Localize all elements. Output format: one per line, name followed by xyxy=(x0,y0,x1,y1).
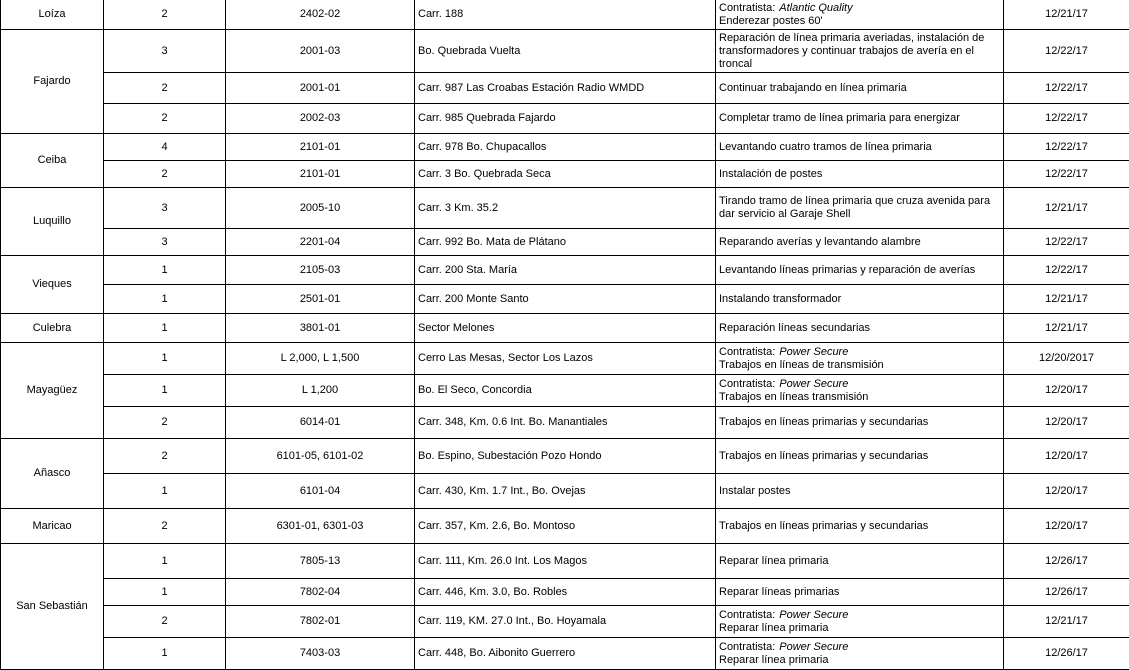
fecha-cell: 12/26/17 xyxy=(1004,579,1129,606)
brigadas-cell: 2 xyxy=(104,161,226,188)
table-row xyxy=(1,579,1129,606)
trabajo-text: Reparar línea primaria xyxy=(719,654,1000,667)
municipio-cell: Fajardo xyxy=(1,30,104,134)
table-row xyxy=(1,606,1129,638)
lugar-cell: Carr. 446, Km. 3.0, Bo. Robles xyxy=(415,579,716,606)
brigadas-cell: 1 xyxy=(104,474,226,509)
table-row xyxy=(1,509,1129,544)
brigadas-cell: 1 xyxy=(104,375,226,407)
municipio-cell: Loíza xyxy=(1,0,104,30)
fecha-cell: 12/26/17 xyxy=(1004,638,1129,670)
trabajo-cell: Trabajos en líneas primarias y secundarias xyxy=(716,509,1004,544)
table-row xyxy=(1,229,1129,256)
lugar-cell: Carr. 119, KM. 27.0 Int., Bo. Hoyamala xyxy=(415,606,716,638)
table-row xyxy=(1,474,1129,509)
circuito-cell: 2101-01 xyxy=(226,134,415,161)
municipio-cell: Añasco xyxy=(1,439,104,509)
fecha-cell: 12/22/17 xyxy=(1004,134,1129,161)
circuito-cell: 2002-03 xyxy=(226,104,415,134)
lugar-cell: Carr. 448, Bo. Aibonito Guerrero xyxy=(415,638,716,670)
trabajo-text: Enderezar postes 60' xyxy=(719,15,1000,28)
trabajo-cell xyxy=(716,638,1004,670)
trabajo-cell: Continuar trabajando en línea primaria xyxy=(716,73,1004,104)
municipio-cell: Culebra xyxy=(1,314,104,343)
circuito-cell: 2001-03 xyxy=(226,30,415,73)
lugar-cell: Carr. 978 Bo. Chupacallos xyxy=(415,134,716,161)
fecha-cell: 12/20/17 xyxy=(1004,474,1129,509)
table-row xyxy=(1,638,1129,670)
circuito-cell: 3801-01 xyxy=(226,314,415,343)
fecha-cell: 12/22/17 xyxy=(1004,161,1129,188)
table-row xyxy=(1,544,1129,579)
trabajo-cell: Completar tramo de línea primaria para energizar xyxy=(716,104,1004,134)
fecha-cell: 12/21/17 xyxy=(1004,314,1129,343)
trabajo-cell: Trabajos en líneas primarias y secundarias xyxy=(716,439,1004,474)
trabajo-text: Reparar línea primaria xyxy=(719,622,1000,635)
circuito-cell: 2201-04 xyxy=(226,229,415,256)
trabajo-cell xyxy=(716,343,1004,375)
brigadas-cell: 2 xyxy=(104,73,226,104)
trabajo-text: Trabajos en líneas transmisión xyxy=(719,391,1000,404)
brigadas-cell: 2 xyxy=(104,0,226,30)
fecha-cell: 12/20/17 xyxy=(1004,407,1129,439)
contratista-name: Atlantic Quality xyxy=(779,2,852,14)
table-row xyxy=(1,30,1129,73)
fecha-cell: 12/26/17 xyxy=(1004,544,1129,579)
fecha-cell: 12/21/17 xyxy=(1004,188,1129,229)
circuito-cell: 6014-01 xyxy=(226,407,415,439)
brigadas-cell: 1 xyxy=(104,579,226,606)
trabajo-cell: Reparación líneas secundarias xyxy=(716,314,1004,343)
brigadas-cell: 4 xyxy=(104,134,226,161)
fecha-cell: 12/20/17 xyxy=(1004,509,1129,544)
table-row xyxy=(1,407,1129,439)
fecha-cell: 12/20/2017 xyxy=(1004,343,1129,375)
circuito-cell: 2005-10 xyxy=(226,188,415,229)
lugar-cell: Cerro Las Mesas, Sector Los Lazos xyxy=(415,343,716,375)
fecha-cell: 12/21/17 xyxy=(1004,606,1129,638)
trabajo-cell xyxy=(716,375,1004,407)
brigadas-cell: 1 xyxy=(104,314,226,343)
circuito-cell: 7403-03 xyxy=(226,638,415,670)
lugar-cell: Bo. Espino, Subestación Pozo Hondo xyxy=(415,439,716,474)
trabajo-cell: Levantando cuatro tramos de línea primaria xyxy=(716,134,1004,161)
lugar-cell: Carr. 357, Km. 2.6, Bo. Montoso xyxy=(415,509,716,544)
brigadas-cell: 2 xyxy=(104,509,226,544)
fecha-cell: 12/22/17 xyxy=(1004,104,1129,134)
table-row xyxy=(1,375,1129,407)
fecha-cell: 12/21/17 xyxy=(1004,285,1129,314)
lugar-cell: Carr. 987 Las Croabas Estación Radio WMDD xyxy=(415,73,716,104)
brigadas-cell: 1 xyxy=(104,343,226,375)
brigadas-cell: 3 xyxy=(104,188,226,229)
trabajo-text: Trabajos en líneas de transmisión xyxy=(719,359,1000,372)
trabajo-cell: Instalar postes xyxy=(716,474,1004,509)
contratista-line xyxy=(719,346,1000,359)
lugar-cell: Carr. 3 Bo. Quebrada Seca xyxy=(415,161,716,188)
circuito-cell: L 2,000, L 1,500 xyxy=(226,343,415,375)
trabajo-cell: Reparando averías y levantando alambre xyxy=(716,229,1004,256)
table-row xyxy=(1,343,1129,375)
fecha-cell: 12/21/17 xyxy=(1004,0,1129,30)
table-body xyxy=(1,0,1129,670)
trabajo-cell: Instalando transformador xyxy=(716,285,1004,314)
brigadas-cell: 2 xyxy=(104,407,226,439)
lugar-cell: Carr. 992 Bo. Mata de Plátano xyxy=(415,229,716,256)
trabajo-cell: Reparar líneas primarias xyxy=(716,579,1004,606)
lugar-cell: Carr. 985 Quebrada Fajardo xyxy=(415,104,716,134)
brigadas-cell: 1 xyxy=(104,285,226,314)
contratista-line xyxy=(719,641,1000,654)
table-row xyxy=(1,104,1129,134)
lugar-cell: Carr. 348, Km. 0.6 Int. Bo. Manantiales xyxy=(415,407,716,439)
trabajo-cell: Reparación de línea primaria averiadas, instalación de transformadores y continuar trabajos de avería en el troncal xyxy=(716,30,1004,73)
contratista-label: Contratista: xyxy=(719,2,775,14)
contratista-line xyxy=(719,2,1000,15)
lugar-cell: Carr. 111, Km. 26.0 Int. Los Magos xyxy=(415,544,716,579)
fecha-cell: 12/22/17 xyxy=(1004,73,1129,104)
fecha-cell: 12/20/17 xyxy=(1004,375,1129,407)
table-row xyxy=(1,256,1129,285)
contratista-label: Contratista: xyxy=(719,346,775,358)
contratista-name: Power Secure xyxy=(779,641,848,653)
lugar-cell: Bo. Quebrada Vuelta xyxy=(415,30,716,73)
brigadas-cell: 3 xyxy=(104,229,226,256)
trabajo-cell: Tirando tramo de línea primaria que cruza avenida para dar servicio al Garaje Shell xyxy=(716,188,1004,229)
trabajo-cell: Reparar línea primaria xyxy=(716,544,1004,579)
trabajo-cell xyxy=(716,606,1004,638)
municipio-cell: Maricao xyxy=(1,509,104,544)
lugar-cell: Sector Melones xyxy=(415,314,716,343)
brigadas-cell: 2 xyxy=(104,104,226,134)
table-row xyxy=(1,439,1129,474)
brigadas-cell: 3 xyxy=(104,30,226,73)
circuito-cell: 2402-02 xyxy=(226,0,415,30)
circuito-cell: 2001-01 xyxy=(226,73,415,104)
brigadas-cell: 1 xyxy=(104,544,226,579)
contratista-name: Power Secure xyxy=(779,346,848,358)
contratista-name: Power Secure xyxy=(779,609,848,621)
circuito-cell: 7805-13 xyxy=(226,544,415,579)
brigadas-cell: 2 xyxy=(104,439,226,474)
municipio-cell: Vieques xyxy=(1,256,104,314)
lugar-cell: Carr. 430, Km. 1.7 Int., Bo. Ovejas xyxy=(415,474,716,509)
contratista-label: Contratista: xyxy=(719,609,775,621)
table-row xyxy=(1,188,1129,229)
circuito-cell: 6101-05, 6101-02 xyxy=(226,439,415,474)
fecha-cell: 12/22/17 xyxy=(1004,30,1129,73)
brigadas-cell: 2 xyxy=(104,606,226,638)
lugar-cell: Carr. 200 Sta. María xyxy=(415,256,716,285)
lugar-cell: Carr. 200 Monte Santo xyxy=(415,285,716,314)
table-row xyxy=(1,285,1129,314)
lugar-cell: Carr. 3 Km. 35.2 xyxy=(415,188,716,229)
contratista-line xyxy=(719,378,1000,391)
circuito-cell: 6301-01, 6301-03 xyxy=(226,509,415,544)
table-row xyxy=(1,73,1129,104)
lugar-cell: Carr. 188 xyxy=(415,0,716,30)
circuito-cell: 7802-04 xyxy=(226,579,415,606)
trabajo-cell xyxy=(716,0,1004,30)
brigadas-cell: 1 xyxy=(104,256,226,285)
table-row xyxy=(1,0,1129,30)
table-row xyxy=(1,161,1129,188)
circuito-cell: 7802-01 xyxy=(226,606,415,638)
circuito-cell: 6101-04 xyxy=(226,474,415,509)
municipio-cell: Luquillo xyxy=(1,188,104,256)
trabajo-cell: Instalación de postes xyxy=(716,161,1004,188)
circuito-cell: 2501-01 xyxy=(226,285,415,314)
municipio-cell: Ceiba xyxy=(1,134,104,188)
fecha-cell: 12/22/17 xyxy=(1004,256,1129,285)
circuito-cell: 2101-01 xyxy=(226,161,415,188)
contratista-name: Power Secure xyxy=(779,378,848,390)
contratista-label: Contratista: xyxy=(719,378,775,390)
contratista-line xyxy=(719,609,1000,622)
trabajo-cell: Trabajos en líneas primarias y secundarias xyxy=(716,407,1004,439)
lugar-cell: Bo. El Seco, Concordia xyxy=(415,375,716,407)
circuito-cell: 2105-03 xyxy=(226,256,415,285)
table-row xyxy=(1,314,1129,343)
fecha-cell: 12/20/17 xyxy=(1004,439,1129,474)
fecha-cell: 12/22/17 xyxy=(1004,229,1129,256)
contratista-label: Contratista: xyxy=(719,641,775,653)
brigadas-cell: 1 xyxy=(104,638,226,670)
municipio-cell: Mayagüez xyxy=(1,343,104,439)
trabajo-cell: Levantando líneas primarias y reparación de averías xyxy=(716,256,1004,285)
municipio-cell: San Sebastián xyxy=(1,544,104,670)
table-row xyxy=(1,134,1129,161)
circuito-cell: L 1,200 xyxy=(226,375,415,407)
